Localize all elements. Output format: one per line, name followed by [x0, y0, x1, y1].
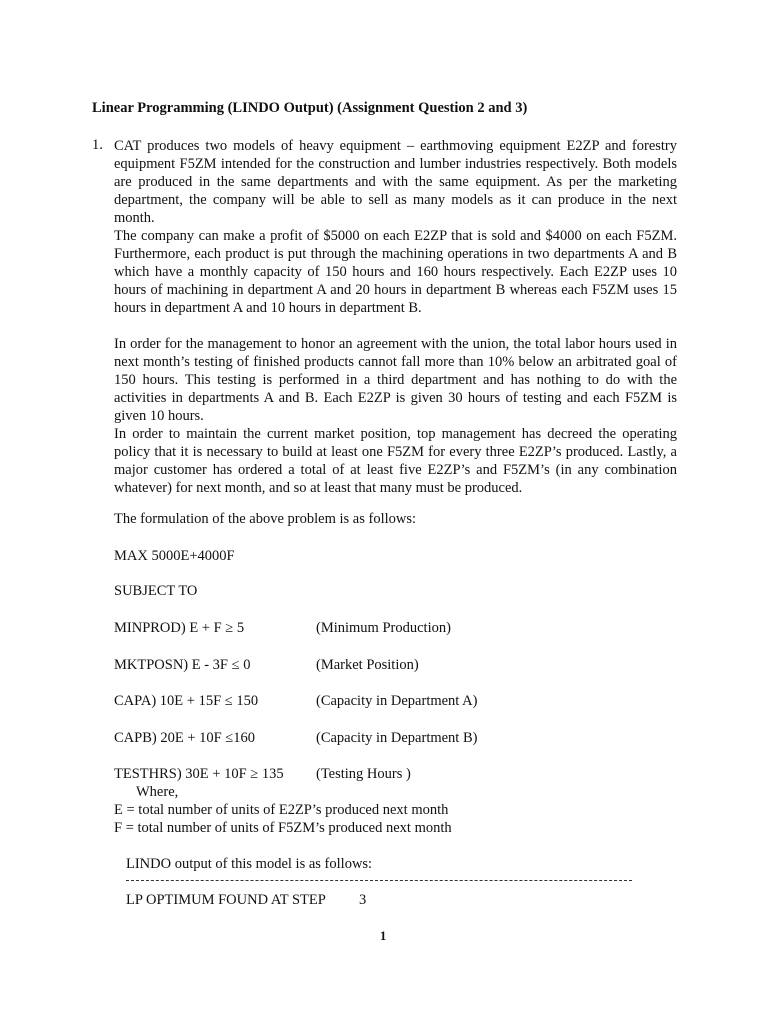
- formulation-intro: The formulation of the above problem is as follows:: [114, 511, 417, 527]
- list-item-number: 1.: [92, 137, 103, 153]
- paragraph-intro: CAT produces two models of heavy equipment – earthmoving equipment E2ZP and forestry equipment F5ZM intended for the construction and lumber industries respectively. Both models are produced in the same departments and with the same equipment. As per the marketing department, the company will be able to sell as many models as it can produce in the next month.: [114, 138, 677, 226]
- lindo-step-value: 3: [359, 892, 367, 908]
- paragraph-profit-capacity: The company can make a profit of $5000 on each E2ZP that is sold and $4000 on each F5ZM. Furthermore, each product is put through the machining operations in two departments A and B which have a monthly capacity of 150 hours and 160 hours respectively. Each E2ZP uses 10 hours of machining in department A and 20 hours in department B whereas each F5ZM uses 15 hours in department A and 10 hours in department B.: [114, 228, 677, 316]
- page-number: 1: [380, 929, 387, 943]
- constraint-description: (Capacity in Department B): [316, 730, 478, 746]
- where-label: Where,: [136, 784, 179, 800]
- constraint-description: (Minimum Production): [316, 620, 451, 636]
- paragraph-testing: In order for the management to honor an agreement with the union, the total labor hours used in next month’s testing of finished products cannot fall more than 10% below an arbitrated goal of 150 hours. This testing is performed in a third department and has nothing to do with the activities in departments A and B. Each E2ZP is given 30 hours of testing and each F5ZM is given 10 hours.: [114, 336, 677, 424]
- objective-function: MAX 5000E+4000F: [114, 548, 235, 564]
- definition-f: F = total number of units of F5ZM’s produced next month: [114, 820, 452, 836]
- document-title: Linear Programming (LINDO Output) (Assignment Question 2 and 3): [92, 100, 528, 116]
- paragraph-market-policy: In order to maintain the current market position, top management has decreed the operating policy that it is necessary to build at least one F5ZM for every three E2ZP’s produced. Lastly, a major customer has ordered a total of at least five E2ZP’s and F5ZM’s (in any combination whatever) for next month, and so at least that many must be produced.: [114, 426, 677, 496]
- lindo-intro: LINDO output of this model is as follows:: [126, 856, 373, 872]
- definition-e: E = total number of units of E2ZP’s produced next month: [114, 802, 449, 818]
- constraint-description: (Testing Hours ): [316, 766, 411, 782]
- subject-to-heading: SUBJECT TO: [114, 583, 198, 599]
- constraint-expression: MINPROD) E + F ≥ 5: [114, 620, 245, 636]
- constraint-expression: MKTPOSN) E - 3F ≤ 0: [114, 657, 251, 673]
- lindo-step-label: LP OPTIMUM FOUND AT STEP: [126, 892, 326, 908]
- dashed-separator: [126, 880, 632, 881]
- constraint-description: (Capacity in Department A): [316, 693, 478, 709]
- constraint-expression: CAPA) 10E + 15F ≤ 150: [114, 693, 259, 709]
- constraint-description: (Market Position): [316, 657, 419, 673]
- constraint-expression: CAPB) 20E + 10F ≤160: [114, 730, 256, 746]
- constraint-expression: TESTHRS) 30E + 10F ≥ 135: [114, 766, 284, 782]
